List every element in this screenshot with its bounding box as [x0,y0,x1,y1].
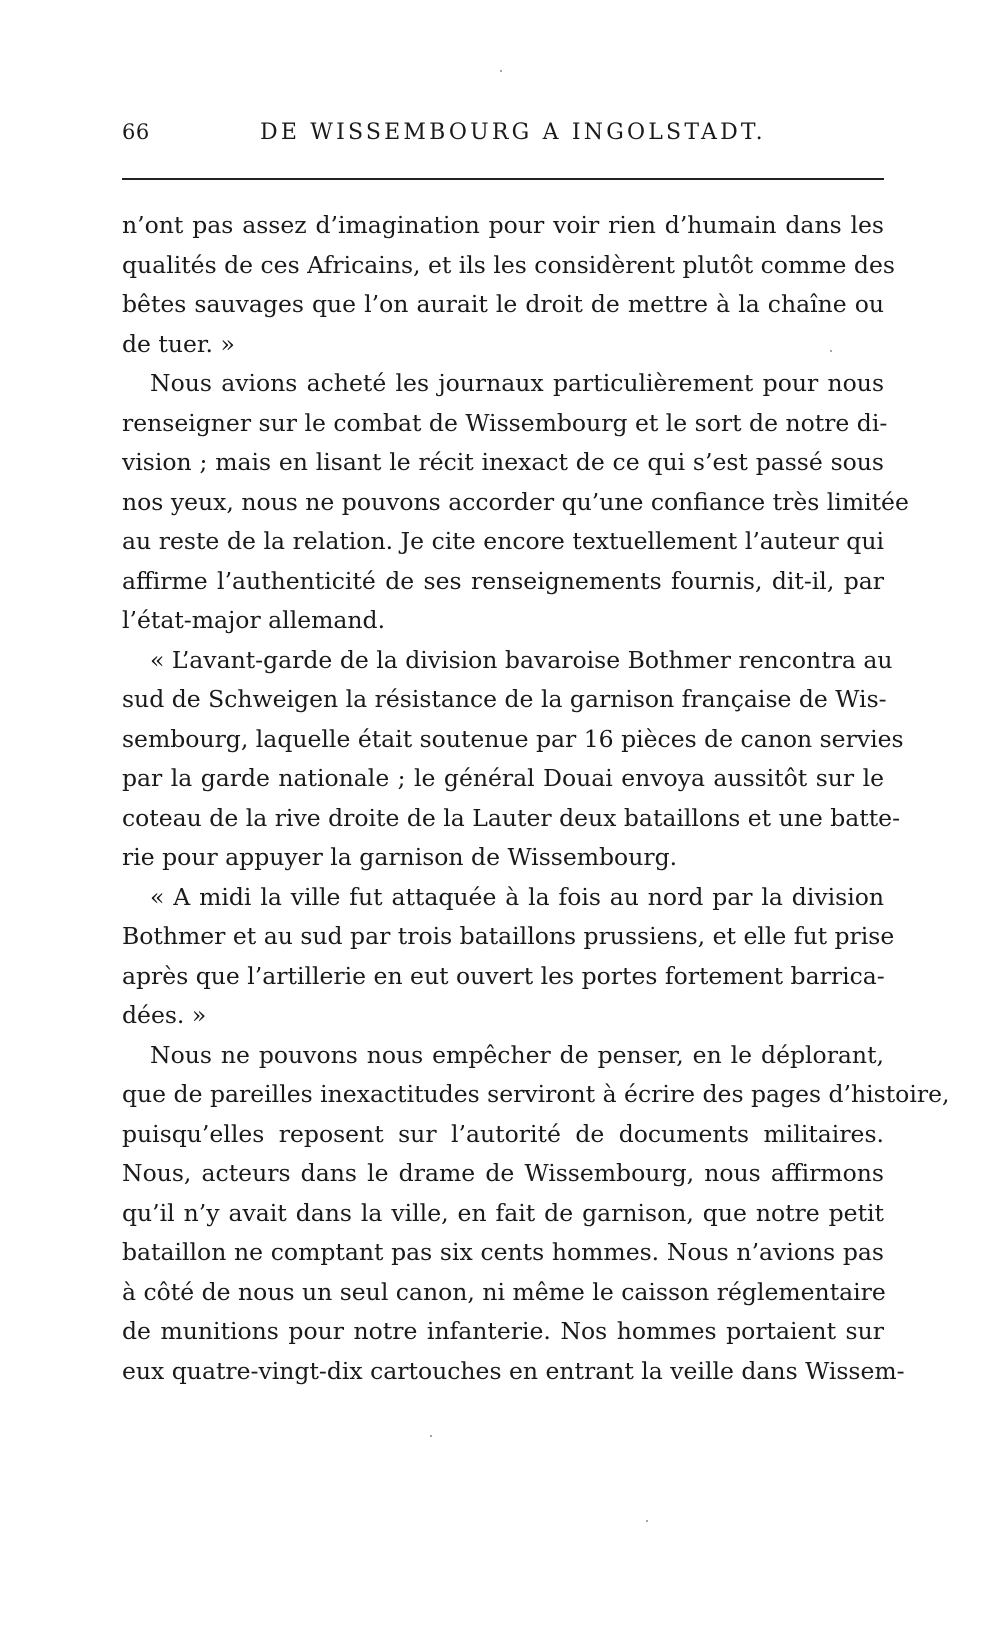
text-line: sud de Schweigen la résistance de la garnison française de Wis- [122,685,887,713]
text-line: après que l’artillerie en eut ouvert les portes fortement barrica- [122,961,885,990]
print-speck [830,350,832,352]
text-line: de munitions pour notre infanterie. Nos hommes portaient sur [122,1317,884,1345]
text-line: Nous avions acheté les journaux particulièrement pour nous [150,369,884,397]
text-line: qu’il n’y avait dans la ville, en fait de garnison, que notre petit [122,1198,884,1227]
print-speck [430,1435,432,1437]
header-rule [122,178,884,180]
text-line: Nous, acteurs dans le drame de Wissembourg, nous affirmons [122,1159,884,1187]
text-line: vision ; mais en lisant le récit inexact de ce qui s’est passé sous [122,448,884,476]
text-line: nos yeux, nous ne pouvons accorder qu’une confiance très limitée [122,487,909,516]
text-line: rie pour appuyer la garnison de Wissembourg. [122,843,678,871]
text-line: bataillon ne comptant pas six cents hommes. Nous n’avions pas [122,1238,884,1266]
text-line: par la garde nationale ; le général Douai envoya aussitôt sur le [122,764,884,792]
text-line: à côté de nous un seul canon, ni même le caisson réglementaire [122,1277,886,1306]
text-line: « L’avant-garde de la division bavaroise Bothmer rencontra au [150,645,893,674]
text-line: Bothmer et au sud par trois bataillons prussiens, et elle fut prise [122,922,895,950]
page-number: 66 [122,120,150,144]
text-line: eux quatre-vingt-dix cartouches en entrant la veille dans Wissem- [122,1356,905,1385]
text-line: de tuer. » [122,329,235,358]
page-body [122,206,950,1391]
text-line: coteau de la rive droite de la Lauter deux bataillons et une batte- [122,803,901,832]
running-title: DE WISSEMBOURG A INGOLSTADT. [260,120,766,145]
text-line: que de pareilles inexactitudes serviront à écrire des pages d’histoire, [122,1080,950,1108]
text-line: l’état-major allemand. [122,606,386,634]
text-line: affirme l’authenticité de ses renseignements fournis, dit-il, par [122,566,884,595]
text-line: « A midi la ville fut attaquée à la fois au nord par la division [150,882,884,911]
page-header [122,120,882,150]
print-speck [500,70,502,72]
text-line: n’ont pas assez d’imagination pour voir rien d’humain dans les [122,211,884,239]
text-line: au reste de la relation. Je cite encore textuellement l’auteur qui [122,527,884,555]
text-line: dées. » [122,1001,207,1029]
text-line: Nous ne pouvons nous empêcher de penser, en le déplorant, [150,1040,884,1069]
print-speck [646,1520,648,1522]
text-line: renseigner sur le combat de Wissembourg et le sort de notre di- [122,408,888,437]
text-line: bêtes sauvages que l’on aurait le droit de mettre à la chaîne ou [122,290,884,318]
text-line: qualités de ces Africains, et ils les considèrent plutôt comme des [122,250,895,279]
text-line: sembourg, laquelle était soutenue par 16 pièces de canon servies [122,724,904,753]
text-line: puisqu’elles reposent sur l’autorité de documents militaires. [122,1119,884,1148]
